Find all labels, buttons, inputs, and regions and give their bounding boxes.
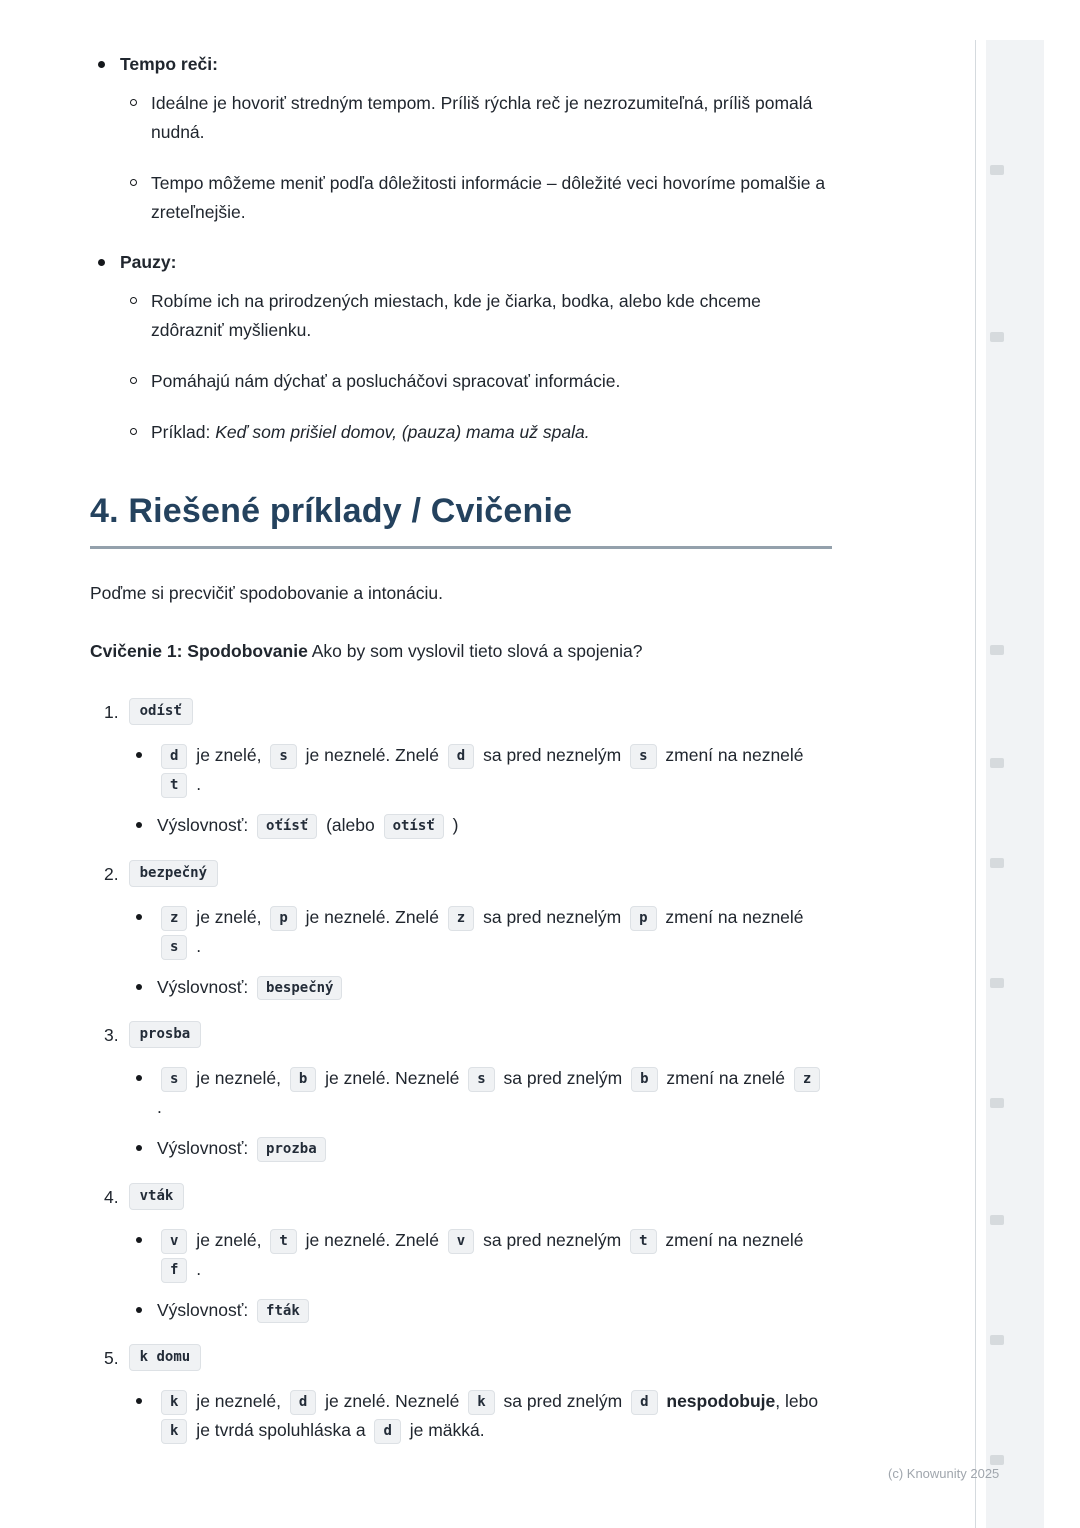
bullet-dot-icon — [136, 1075, 142, 1081]
inline-code: d — [161, 744, 187, 769]
exercise-bullet — [90, 811, 832, 840]
inline-code: v — [161, 1229, 187, 1254]
minimap-mark — [990, 332, 1004, 342]
note-title: Tempo reči: — [120, 54, 218, 74]
text-run: Výslovnosť: — [157, 1299, 254, 1320]
text-run: . — [191, 1258, 202, 1279]
text-run: Ideálne je hovoriť stredným tempom. Príliš rýchla reč je nezrozumiteľná, príliš pomalá nudná. — [151, 92, 813, 142]
inline-code: b — [290, 1067, 316, 1092]
text-run: sa pred neznelým — [478, 1229, 627, 1250]
bullet-dot-icon — [136, 1237, 142, 1243]
bullet-dot-icon — [136, 752, 142, 758]
exercise-bullet — [90, 1064, 832, 1122]
inline-code: t — [630, 1229, 656, 1254]
bullet-circle-icon — [130, 428, 137, 435]
inline-code: v — [448, 1229, 474, 1254]
section-heading: 4. Riešené príklady / Cvičenie — [90, 491, 573, 530]
italic-text: Keď som prišiel domov, (pauza) mama už spala. — [215, 421, 590, 442]
text-run: . — [157, 1097, 162, 1118]
text-run: je znelé, — [191, 906, 267, 927]
bullet-disc-icon — [98, 259, 105, 266]
exercise-bullet-text — [157, 811, 832, 840]
exercise-bullet-text — [157, 903, 832, 961]
exercise-word-chip: odísť — [129, 698, 193, 725]
bold-text: Cvičenie 1: Spodobovanie — [90, 641, 308, 662]
text-run: , lebo — [775, 1391, 819, 1412]
text-run: sa pred znelým — [498, 1068, 628, 1089]
note-bullet-text — [151, 169, 832, 227]
inline-code: d — [290, 1390, 316, 1415]
text-run: je tvrdá spoluhláska a — [191, 1420, 371, 1441]
note-bullet-text — [151, 89, 832, 147]
exercise-item — [90, 1344, 832, 1445]
text-run: Robíme ich na prirodzených miestach, kde je čiarka, bodka, alebo kde chceme zdôrazniť myšlienku. — [151, 291, 761, 341]
exercise-bullet — [90, 973, 832, 1002]
note-bullet-text — [151, 418, 832, 447]
exercise-item — [90, 698, 832, 840]
exercise-bullet-text — [157, 1387, 832, 1445]
text-run: Príklad: — [151, 421, 216, 442]
bullet-circle-icon — [130, 377, 137, 384]
text-run: zmení na neznelé — [660, 745, 804, 766]
minimap-scrollbar[interactable] — [986, 40, 1044, 1528]
exercise-word-chip: k domu — [129, 1344, 202, 1371]
bullet-circle-icon — [130, 297, 137, 304]
exercise-bullet — [90, 741, 832, 799]
note-section — [90, 248, 832, 446]
bullet-disc-icon — [98, 61, 105, 68]
exercise-bullet-text — [157, 1226, 832, 1284]
exercise-number: 1. — [104, 702, 119, 723]
text-run: je mäkká. — [404, 1420, 485, 1441]
text-run: je neznelé. Znelé — [300, 906, 444, 927]
inline-code: fták — [257, 1299, 309, 1324]
bullet-dot-icon — [136, 1398, 142, 1404]
exercise-word-row — [90, 1344, 832, 1373]
inline-code: z — [161, 906, 187, 931]
note-section — [90, 50, 832, 226]
exercise-number: 4. — [104, 1186, 119, 1207]
text-run: sa pred neznelým — [478, 906, 627, 927]
inline-code: t — [270, 1229, 296, 1254]
exercise-word-chip: vták — [129, 1183, 185, 1210]
exercise-bullet-text — [157, 973, 832, 1002]
inline-code: b — [631, 1067, 657, 1092]
inline-code: k — [161, 1419, 187, 1444]
text-run: je neznelé, — [191, 1391, 286, 1412]
copyright-footer: (c) Knowunity 2025 — [888, 1466, 1000, 1481]
text-run: zmení na znelé — [661, 1068, 790, 1089]
minimap-mark — [990, 758, 1004, 768]
text-run: Výslovnosť: — [157, 814, 254, 835]
text-run: zmení na neznelé — [660, 906, 804, 927]
text-run: je znelé, — [191, 1229, 267, 1250]
text-run: (alebo — [321, 814, 380, 835]
note-bullet — [90, 367, 832, 396]
inline-code: s — [161, 935, 187, 960]
minimap-mark — [990, 978, 1004, 988]
text-run: je znelé. Neznelé — [320, 1391, 465, 1412]
text-run: Výslovnosť: — [157, 976, 254, 997]
inline-code: s — [468, 1067, 494, 1092]
text-run: . — [191, 774, 202, 795]
note-title-row — [90, 248, 832, 277]
note-bullet-text — [151, 287, 832, 345]
note-bullet — [90, 418, 832, 447]
inline-code: k — [161, 1390, 187, 1415]
bullet-dot-icon — [136, 914, 142, 920]
inline-code: s — [630, 744, 656, 769]
text-run: je znelé, — [191, 745, 267, 766]
text-run: sa pred neznelým — [478, 745, 627, 766]
text-run: Ako by som vyslovil tieto slová a spojenia? — [307, 641, 643, 662]
exercise-bullet — [90, 1296, 832, 1325]
minimap-mark — [990, 858, 1004, 868]
exercise-bullet — [90, 1226, 832, 1284]
exercise-word-row — [90, 1183, 832, 1212]
exercise-number: 5. — [104, 1348, 119, 1369]
exercise-word-row — [90, 698, 832, 727]
exercise-bullet-text — [157, 1296, 832, 1325]
minimap-mark — [990, 1335, 1004, 1345]
text-run: Pomáhajú nám dýchať a poslucháčovi spracovať informácie. — [151, 371, 621, 391]
minimap-mark — [990, 645, 1004, 655]
exercise-heading — [90, 637, 832, 666]
note-bullet — [90, 287, 832, 345]
text-run: je znelé. Neznelé — [320, 1068, 465, 1089]
exercise-item — [90, 1183, 832, 1325]
inline-code: bespečný — [257, 976, 342, 1001]
document-content — [90, 50, 832, 1465]
note-bullet-text — [151, 367, 832, 396]
exercise-word-chip: prosba — [129, 1021, 202, 1048]
exercise-number: 3. — [104, 1025, 119, 1046]
inline-code: k — [468, 1390, 494, 1415]
inline-code: d — [448, 744, 474, 769]
exercise-bullet-text — [157, 741, 832, 799]
bullet-dot-icon — [136, 1145, 142, 1151]
inline-code: z — [794, 1067, 820, 1092]
inline-code: oťísť — [257, 814, 317, 839]
text-run: sa pred znelým — [498, 1391, 628, 1412]
minimap-mark — [990, 165, 1004, 175]
bullet-dot-icon — [136, 984, 142, 990]
minimap-mark — [990, 1455, 1004, 1465]
text-run: . — [191, 935, 202, 956]
minimap-mark — [990, 1098, 1004, 1108]
exercise-word-chip: bezpečný — [129, 860, 218, 887]
inline-code: s — [270, 744, 296, 769]
notes-list — [90, 50, 832, 447]
text-run: je neznelé. Znelé — [300, 1229, 444, 1250]
text-run: je neznelé, — [191, 1068, 286, 1089]
inline-code: otísť — [384, 814, 444, 839]
inline-code: p — [630, 906, 656, 931]
exercise-bullet-text — [157, 1064, 832, 1122]
inline-code: d — [631, 1390, 657, 1415]
exercise-bullet — [90, 1387, 832, 1445]
intro-paragraph: Poďme si precvičiť spodobovanie a intonáciu. — [90, 582, 443, 603]
inline-code: s — [161, 1067, 187, 1092]
note-bullet — [90, 89, 832, 147]
text-run: zmení na neznelé — [660, 1229, 804, 1250]
note-bullet — [90, 169, 832, 227]
minimap-mark — [990, 1215, 1004, 1225]
exercise-word-row — [90, 860, 832, 889]
note-title: Pauzy: — [120, 252, 177, 273]
text-run: Tempo môžeme meniť podľa dôležitosti informácie – dôležité veci hovoríme pomalšie a zreteľnejšie. — [151, 172, 826, 222]
bullet-dot-icon — [136, 1307, 142, 1313]
exercise-item — [90, 1021, 832, 1163]
exercise-number: 2. — [104, 863, 119, 884]
inline-code: z — [448, 906, 474, 931]
bullet-dot-icon — [136, 822, 142, 828]
exercise-list — [90, 698, 832, 1445]
inline-code: prozba — [257, 1137, 326, 1162]
inline-code: d — [374, 1419, 400, 1444]
exercise-bullet-text — [157, 1134, 832, 1163]
text-run: je neznelé. Znelé — [300, 745, 444, 766]
inline-code: p — [270, 906, 296, 931]
text-run: Výslovnosť: — [157, 1138, 254, 1159]
exercise-item — [90, 860, 832, 1002]
bullet-circle-icon — [130, 179, 137, 186]
heading-divider — [90, 546, 832, 549]
exercise-bullet — [90, 903, 832, 961]
bold-text: nespodobuje — [666, 1391, 776, 1412]
exercise-bullet — [90, 1134, 832, 1163]
inline-code: t — [161, 773, 187, 798]
inline-code: f — [161, 1258, 187, 1283]
exercise-word-row — [90, 1021, 832, 1050]
note-title-row — [90, 50, 832, 79]
bullet-circle-icon — [130, 99, 137, 106]
text-run: ) — [447, 814, 459, 835]
page-edge-divider — [975, 40, 976, 1528]
